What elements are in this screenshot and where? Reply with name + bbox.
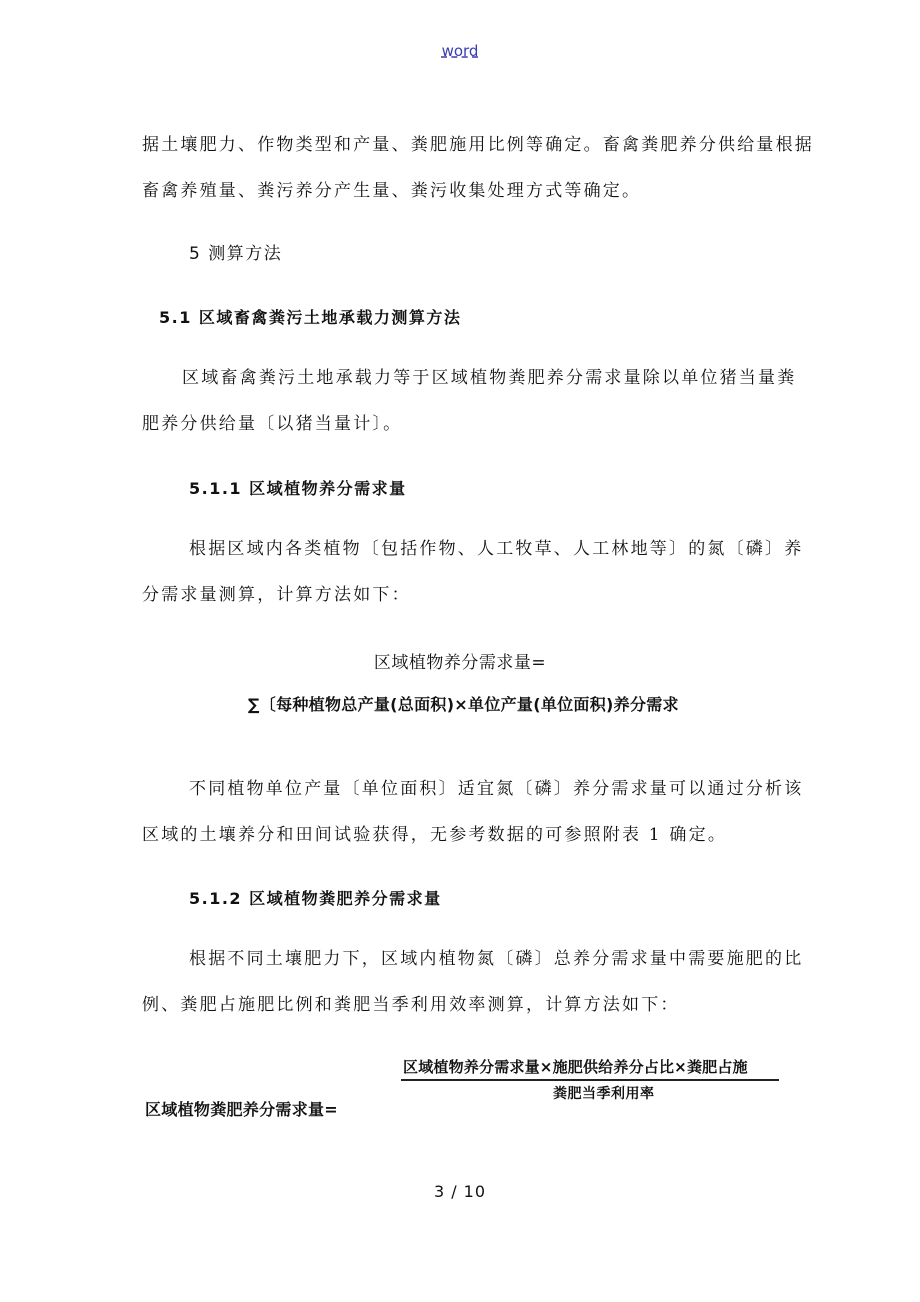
formula-2-denominator: 粪肥当季利用率 [553, 1086, 655, 1102]
section-heading-5-1-1: 5.1.1 区域植物养分需求量 [189, 479, 407, 498]
fraction-bar [401, 1079, 779, 1081]
paragraph-line: 根据区域内各类植物〔包括作物、人工牧草、人工林地等〕的氮〔磷〕养 [189, 539, 804, 559]
formula-2-lhs: 区域植物粪肥养分需求量= [145, 1100, 339, 1119]
paragraph-line: 例、粪肥占施肥比例和粪肥当季利用效率测算，计算方法如下： [142, 995, 680, 1015]
paragraph-line: 分需求量测算，计算方法如下： [142, 585, 411, 605]
section-heading-5-1: 5.1 区域畜禽粪污土地承载力测算方法 [159, 308, 462, 327]
header-word-link[interactable]: word [441, 42, 479, 60]
formula-1-lhs: 区域植物养分需求量= [373, 653, 547, 673]
page-number: 3 / 10 [433, 1182, 487, 1201]
section-heading-5-1-2: 5.1.2 区域植物粪肥养分需求量 [189, 889, 442, 908]
paragraph-line: 肥养分供给量〔以猪当量计〕。 [142, 414, 403, 434]
formula-2-numerator: 区域植物养分需求量×施肥供给养分占比×粪肥占施 [403, 1058, 748, 1076]
formula-1-rhs: ∑〔每种植物总产量(总面积)×单位产量(单位面积)养分需求 [248, 695, 679, 714]
paragraph-line: 根据不同土壤肥力下，区域内植物氮〔磷〕总养分需求量中需要施肥的比 [189, 949, 804, 969]
paragraph-line: 畜禽养殖量、粪污养分产生量、粪污收集处理方式等确定。 [142, 181, 642, 201]
paragraph-line: 区域畜禽粪污土地承载力等于区域植物粪肥养分需求量除以单位猪当量粪 [182, 368, 797, 388]
section-heading-5: 5 测算方法 [189, 244, 283, 264]
paragraph-line: 据土壤肥力、作物类型和产量、粪肥施用比例等确定。畜禽粪肥养分供给量根据 [142, 135, 814, 155]
paragraph-line: 不同植物单位产量〔单位面积〕适宜氮〔磷〕养分需求量可以通过分析该 [189, 779, 804, 799]
paragraph-line: 区域的土壤养分和田间试验获得，无参考数据的可参照附表 1 确定。 [142, 825, 728, 845]
